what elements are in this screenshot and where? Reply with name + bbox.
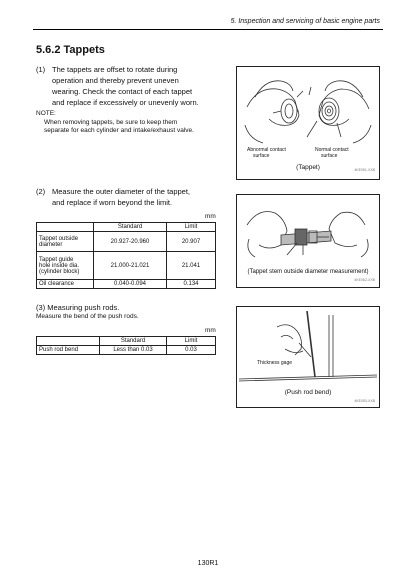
push-rod-figure [236,306,380,408]
tappet-illustration [237,67,379,179]
table-row [37,232,216,252]
step1-line: wearing. Check the contact of each tappet [52,87,193,96]
row-item: Oil clearance [37,280,94,289]
step2-line: Measure the outer diameter of the tappet, [52,187,190,196]
table-row [37,252,216,280]
chapter-header: 5. Inspection and servicing of basic engine parts [230,18,380,25]
table-row [37,280,216,289]
row-limit: 20.907 [167,232,216,252]
row-standard: 21.000-21.021 [94,252,167,280]
step1-text [52,64,230,108]
note-line: When removing tappets, be sure to keep them [44,118,178,126]
table-header-cell: Standard [94,223,167,232]
table-header-cell: Limit [167,337,216,346]
normal-label-line: Normal contact [315,147,349,153]
section-title: 5.6.2 Tappets [36,44,105,56]
step3-title: (3) Measuring push rods. [36,303,120,312]
figure-code: 4KE051-XXB [354,168,375,172]
row-item-line: (cylinder block) [39,268,80,275]
row-item-line: diameter [39,241,63,248]
step2-line: and replace if worn beyond the limit. [52,198,173,207]
figure-code: 4KE053-XXB [354,399,375,403]
normal-contact-label [315,147,349,159]
note-label: NOTE: [36,110,56,117]
figure-code: 4KE052-XXB [354,278,375,282]
step3-text: Measure the bend of the push rods. [36,313,139,320]
row-item: Push rod bend [37,346,100,355]
thickness-gage-label: Thickness gage [257,360,293,366]
row-item-line: hole inside dia. [39,262,80,269]
step1-line: operation and thereby prevent uneven [52,76,179,85]
abnormal-label-line: Abnormal contact [247,147,286,153]
table-header-cell: Limit [167,223,216,232]
table-header-row [37,337,216,346]
row-item [37,232,94,252]
note-block [36,110,231,136]
step2-text [52,186,232,208]
tappet-stem-caption: (Tappet stem outside diameter measurement) [247,269,369,275]
row-standard: Less than 0.03 [100,346,167,355]
note-line: separate for each cylinder and intake/exhaust valve. [44,127,194,134]
row-limit: 0.134 [167,280,216,289]
table-header-cell [37,337,100,346]
row-limit: 0.03 [167,346,216,355]
row-item [37,252,94,280]
push-rod-table [36,336,216,355]
step1-line: and replace if excessively or unevenly worn. [52,98,199,107]
step1-number: (1) [36,65,46,74]
table2-unit: mm [205,327,216,334]
row-limit: 21.041 [167,252,216,280]
step2-number: (2) [36,187,46,196]
table-header-cell: Standard [100,337,167,346]
row-item-line: Tappet outside [39,235,79,242]
table-header-cell [37,223,94,232]
table-header-row [37,223,216,232]
abnormal-contact-label [247,147,286,159]
tappet-caption: (Tappet) [296,164,320,171]
step1-line: The tappets are offset to rotate during [52,65,178,74]
page-number: 130R1 [197,560,219,567]
tappet-figure [236,66,380,180]
abnormal-label-line: surface [253,153,270,159]
row-standard: 20.927-20.960 [94,232,167,252]
table1-unit: mm [205,213,216,220]
table-row [37,346,216,355]
tappet-spec-table [36,222,216,289]
header-rule [33,29,383,30]
row-standard: 0.040-0.094 [94,280,167,289]
row-item-line: Tappet guide [39,256,74,263]
normal-label-line: surface [321,153,338,159]
tappet-stem-figure [236,194,380,288]
push-rod-caption: (Push rod bend) [284,389,332,396]
